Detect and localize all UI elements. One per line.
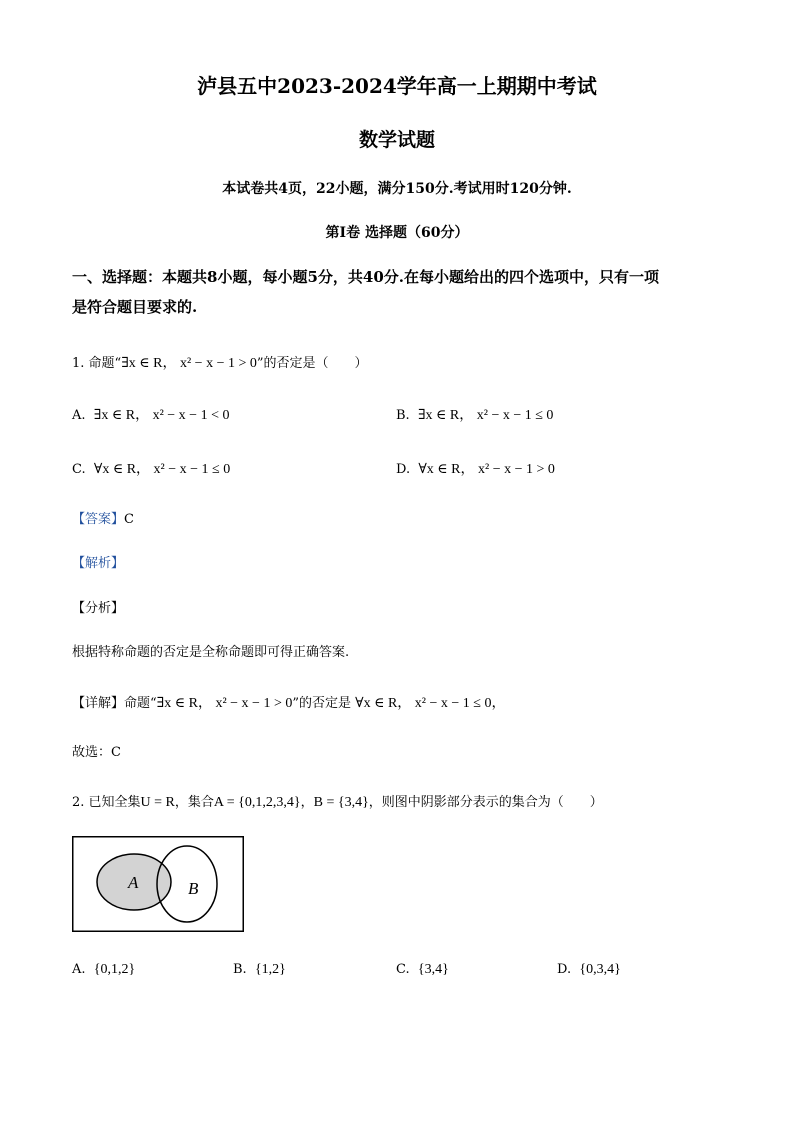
q1-stem-suffix: ”的否定是（ ） [256, 356, 368, 371]
q1-option-a-text: ∃x ∈ R， x² − x − 1 < 0 [93, 408, 230, 423]
venn-label-b: B [188, 879, 199, 898]
exam-subject: 数学试题 [358, 129, 435, 151]
part-heading: 第I卷 选择题（60分） [325, 225, 469, 241]
q2-stem-mid-1: ，集合 [174, 795, 214, 810]
detail-math-2: ∀x ∈ R， x² − x − 1 ≤ 0， [355, 696, 506, 711]
answer-tag: 【答案】 [72, 512, 125, 527]
detail-mid: ”的否定是 [292, 696, 352, 711]
q1-detail [72, 692, 505, 712]
venn-diagram [72, 836, 244, 932]
q1-option-c [72, 458, 230, 478]
q2-option-c-label: C. [396, 962, 410, 977]
exam-title: 泸县五中2023-2024学年高一上期期中考试 [197, 74, 597, 98]
q2-stem-math-2: A = {0,1,2,3,4} [213, 795, 301, 810]
detail-math-1: ∃x ∈ R， x² − x − 1 > 0 [156, 696, 293, 711]
q1-conclusion: 故选：C [72, 745, 121, 760]
q2-option-a-label: A. [72, 962, 86, 977]
q2-option-b-label: B. [233, 962, 247, 977]
q2-option-c [396, 962, 449, 978]
q1-option-d-text: ∀x ∈ R， x² − x − 1 > 0 [418, 462, 555, 477]
section-heading-line1: 一、选择题：本题共8小题，每小题5分，共40分.在每小题给出的四个选项中，只有一项 [72, 268, 659, 286]
q1-stem [72, 352, 368, 372]
section-heading-line2: 是符合题目要求的. [72, 298, 198, 316]
q2-option-a-text: {0,1,2} [93, 962, 136, 977]
q2-option-c-text: {3,4} [417, 962, 449, 977]
answer-value: C [124, 512, 134, 527]
q1-option-d [396, 458, 555, 478]
q1-option-a [72, 404, 229, 424]
q1-stem-prefix: 1. 命题“ [72, 356, 122, 371]
q2-stem-prefix: 2. 已知全集 [72, 795, 141, 810]
q2-stem-math-1: U = R [140, 795, 175, 810]
detail-prefix: 命题“ [124, 696, 157, 711]
q1-option-c-text: ∀x ∈ R， x² − x − 1 ≤ 0 [93, 462, 231, 477]
q2-option-b [233, 962, 286, 978]
q1-option-b [396, 404, 553, 424]
q2-stem-suffix: ，则图中阴影部分表示的集合为（ ） [368, 795, 603, 810]
q2-stem [72, 791, 603, 811]
q2-option-b-text: {1,2} [254, 962, 286, 977]
fenxi-text: 根据特称命题的否定是全称命题即可得正确答案. [72, 645, 350, 660]
q2-option-d [557, 962, 621, 978]
q1-option-b-label: B. [396, 408, 410, 423]
analysis-tag: 【解析】 [72, 556, 125, 571]
q1-option-b-text: ∃x ∈ R， x² − x − 1 ≤ 0 [417, 408, 554, 423]
q2-option-d-text: {0,3,4} [579, 962, 621, 977]
q2-stem-math-3: B = {3,4} [313, 795, 369, 810]
q2-option-d-label: D. [557, 962, 572, 977]
q1-option-c-label: C. [72, 462, 86, 477]
q2-stem-mid-2: ， [300, 795, 314, 810]
q1-stem-math: ∃x ∈ R， x² − x − 1 > 0 [121, 356, 257, 371]
q2-option-a [72, 962, 135, 978]
q1-option-a-label: A. [72, 408, 86, 423]
exam-info: 本试卷共4页，22小题，满分150分.考试用时120分钟. [222, 181, 572, 197]
q1-answer [72, 508, 134, 527]
venn-label-a: A [128, 873, 139, 892]
fenxi-tag: 【分析】 [72, 601, 125, 616]
detail-tag: 【详解】 [72, 696, 125, 711]
q1-option-d-label: D. [396, 462, 411, 477]
